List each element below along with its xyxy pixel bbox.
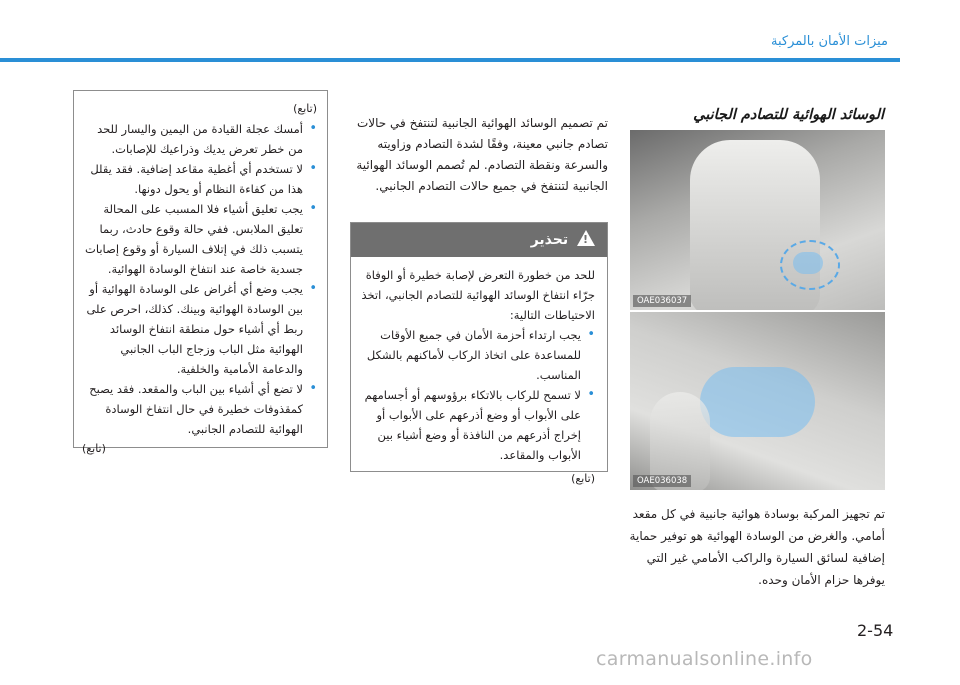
intro-paragraph: تم تصميم الوسائد الهوائية الجانبية لتنتفخ في حالات تصادم جانبي معينة، وفقًا لشدة التصادم وزاويته والسرعة ونقطة التصادم. لم تُصمم الوسائد الهوائية الجانبية لتنتفخ في جميع حالات التصادم الجانبي. — [356, 116, 608, 193]
continued-label-top: (تابع) — [293, 102, 317, 115]
list-item: • لا تسمح للركاب بالاتكاء برؤوسهم أو أجسامهم على الأبواب أو وضع أذرعهم على الأبواب أو إخراج أذرعهم من النافذة أو وضع أشياء بين الأبواب والمقاعد. — [361, 385, 595, 465]
list-item: • يجب وضع أي أغراض على الوسادة الهوائية أو بين الوسادة الهوائية وبينك. كذلك، احرص على ربط أي أشياء حول منطقة انتفاخ الوسائد الهوائية مثل الباب وزجاج الباب الجانبي والدعامة الأمامية والخلفية. — [82, 279, 317, 379]
continued-warning-box — [73, 90, 328, 455]
deployed-airbag-icon — [700, 367, 815, 437]
warning-box — [350, 222, 608, 485]
warning-header — [351, 223, 607, 257]
list-item: • أمسك عجلة القيادة من اليمين واليسار للحد من خطر تعرض يديك وذراعيك للإصابات. — [82, 119, 317, 159]
caption-text: تم تجهيز المركبة بوسادة هوائية جانبية في كل مقعد أمامي. والغرض من الوسادة الهوائية هو توفير حماية إضافية لسائق السيارة والراكب الأمامي غير التي يوفرها حزام الأمان وحده. — [629, 507, 885, 587]
photo-airbag-deployed — [630, 312, 885, 490]
airbag-module-icon — [793, 252, 823, 274]
photo-code: OAE036038 — [633, 475, 691, 487]
warning-intro: للحد من خطورة التعرض لإصابة خطيرة أو الوفاة جرّاء انتفاخ الوسائد الهوائية للتصادم الجانبي، اتخذ الاحتياطات التالية: — [361, 268, 595, 322]
warning-list-continued — [82, 119, 317, 439]
continued-label: (تابع) — [571, 472, 595, 485]
photo-seat-airbag — [630, 130, 885, 310]
section-title: الوسائد الهوائية للتصادم الجانبي — [693, 107, 884, 123]
warning-triangle-icon — [577, 230, 595, 246]
list-item: • لا تستخدم أي أغطية مقاعد إضافية. فقد يقلل هذا من كفاءة النظام أو يحول دونها. — [82, 159, 317, 199]
watermark: carmanualsonline.info — [596, 648, 813, 670]
header-title: ميزات الأمان بالمركبة — [771, 34, 888, 49]
photo-code: OAE036037 — [633, 295, 691, 307]
warning-body — [351, 257, 607, 489]
header-rule — [0, 58, 900, 62]
warning-list — [361, 325, 595, 465]
list-item: • لا تضع أي أشياء بين الباب والمقعد. فقد يصبح كمقذوفات خطيرة في حال انتفاخ الوسادة الهوائية للتصادم الجانبي. — [82, 379, 317, 439]
page-number: 2-54 — [857, 621, 894, 640]
warning-title: تحذير — [530, 232, 569, 248]
list-item: • يجب ارتداء أحزمة الأمان في جميع الأوقات للمساعدة على اتخاذ الركاب لأماكنهم بالشكل المناسب. — [361, 325, 595, 385]
list-item: • يجب تعليق أشياء فلا المسبب على المحالة تعليق الملابس. ففي حالة وقوع حادث، ربما يتسبب ذلك في إتلاف السيارة أو وقوع إصابات جسدية خاصة عند انتفاخ الوسادة الهوائية. — [82, 199, 317, 279]
continued-label-bottom: (تابع) — [82, 442, 106, 455]
